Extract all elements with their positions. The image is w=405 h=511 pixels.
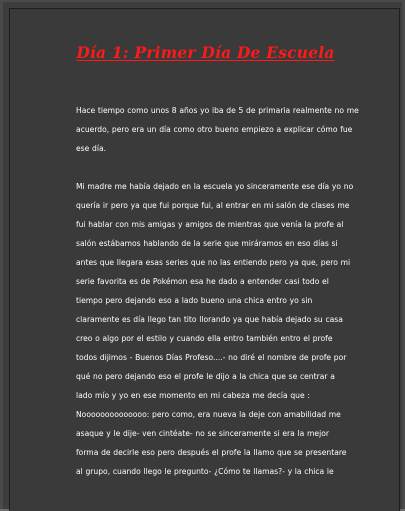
paragraph-line: todos dijimos - Buenos Días Profeso....- no diré el nombre de profe por bbox=[76, 353, 347, 362]
paragraph-line: forma de decirle eso pero después el profe la llamo que se presentare bbox=[76, 448, 347, 457]
paragraph-line: asaque y le dije- ven cintéate- no se sinceramente si era la mejor bbox=[76, 429, 329, 438]
paragraph-line: quería ir pero ya que fui porque fui, al entrar en mi salón de clases me bbox=[76, 201, 350, 210]
paragraph-line: al grupo, cuando llego le pregunto- ¿Cómo te llamas?- y la chica le bbox=[76, 467, 334, 476]
paragraph-line: Noooooooooooooo: pero como, era nueva la deje con amabilidad me bbox=[76, 410, 341, 419]
paragraph-2 bbox=[76, 177, 364, 481]
paragraph-line: acuerdo, pero era un día como otro bueno empiezo a explicar cómo fue bbox=[76, 125, 353, 134]
document-page bbox=[9, 8, 400, 511]
paragraph-line: Mi madre me había dejado en la escuela yo sinceramente ese día yo no bbox=[76, 182, 354, 191]
paragraph-1 bbox=[76, 101, 364, 158]
paragraph-line: serie favorita es de Pokémon esa he dado a entender casi todo el bbox=[76, 277, 329, 286]
paragraph-line: salón estábamos hablando de la serie que miráramos en eso días si bbox=[76, 239, 338, 248]
chapter-title: Día 1: Primer Día De Escuela bbox=[76, 43, 335, 62]
paragraph-line: ese día. bbox=[76, 144, 107, 153]
paragraph-line: creo o algo por el estilo y cuando ella entro también entro el profe bbox=[76, 334, 333, 343]
paragraph-line: claramente es día llego tan tito llorando ya que había dejado su casa bbox=[76, 315, 343, 324]
paragraph-line: Hace tiempo como unos 8 años yo iba de 5 de primaria realmente no me bbox=[76, 106, 359, 115]
paragraph-line: qué no pero dejando eso el profe le dijo a la chica que se centrar a bbox=[76, 372, 335, 381]
paragraph-line: tiempo pero dejando eso a lado bueno una chica entro yo sin bbox=[76, 296, 313, 305]
paragraph-line: fui hablar con mis amigas y amigos de mientras que venía la profe al bbox=[76, 220, 344, 229]
paragraph-line: antes que llegara esas series que no las entiendo pero ya que, pero mi bbox=[76, 258, 351, 267]
paragraph-line: lado mío y yo en ese momento en mi cabeza me decía que : bbox=[76, 391, 310, 400]
